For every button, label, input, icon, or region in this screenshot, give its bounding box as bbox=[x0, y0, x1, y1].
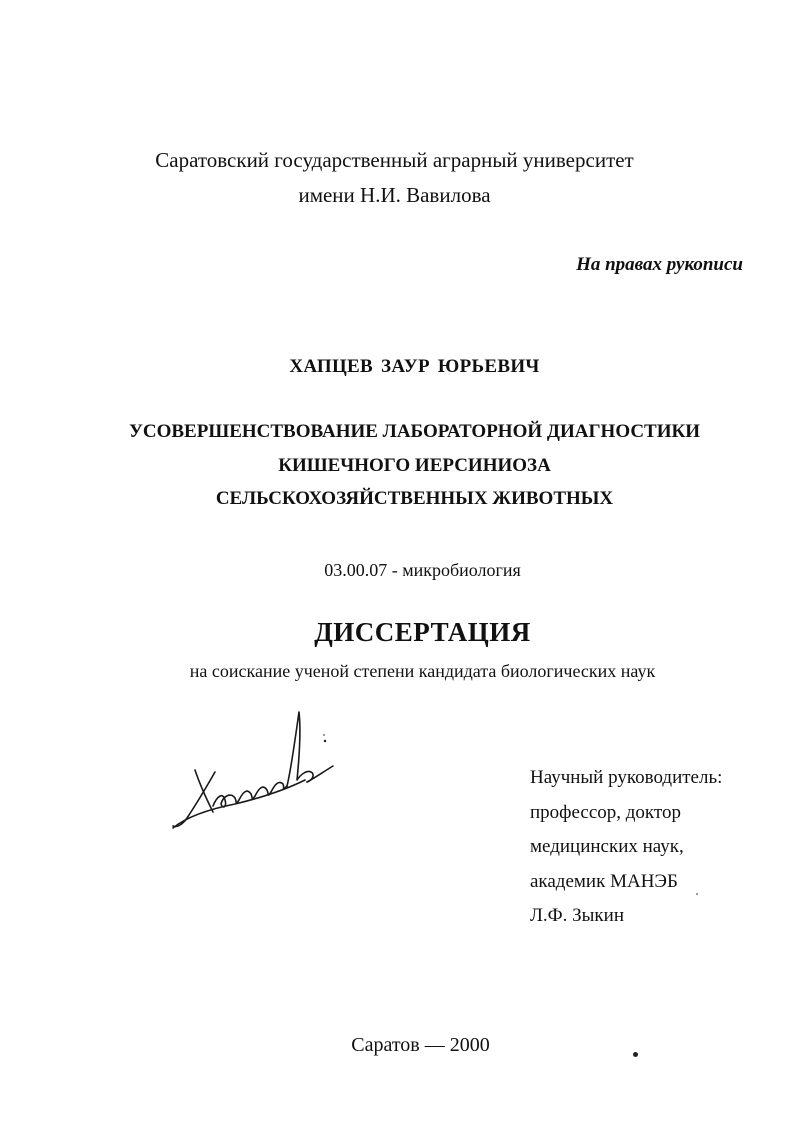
degree-statement: на соискание ученой степени кандидата биологических наук bbox=[189, 661, 656, 681]
dissertation-title-line-3: СЕЛЬСКОХОЗЯЙСТВЕННЫХ ЖИВОТНЫХ bbox=[215, 488, 614, 509]
author-name: ХАПЦЕВ ЗАУР ЮРЬЕВИЧ bbox=[289, 356, 540, 377]
dissertation-title-line-2: КИШЕЧНОГО ИЕРСИНИОЗА bbox=[278, 455, 551, 476]
specialty-code: 03.00.07 - микробиология bbox=[324, 560, 521, 580]
supervisor-degree: медицинских наук, bbox=[530, 836, 684, 857]
document-type-heading: ДИССЕРТАЦИЯ bbox=[314, 617, 531, 647]
supervisor-heading: Научный руководитель: bbox=[530, 767, 723, 788]
supervisor-name: Л.Ф. Зыкин bbox=[530, 905, 624, 926]
city-and-year: Саратов — 2000 bbox=[351, 1034, 490, 1056]
manuscript-rights-note: На правах рукописи bbox=[576, 254, 743, 275]
handwritten-signature bbox=[165, 700, 340, 840]
scientific-supervisor-block bbox=[530, 761, 722, 934]
scan-speck bbox=[323, 734, 325, 736]
university-name-suffix: имени Н.И. Вавилова bbox=[298, 183, 491, 207]
supervisor-title: профессор, доктор bbox=[530, 801, 681, 823]
dissertation-title-line-1: УСОВЕРШЕНСТВОВАНИЕ ЛАБОРАТОРНОЙ ДИАГНОСТИКИ bbox=[128, 421, 701, 442]
supervisor-academy: академик МАНЭБ bbox=[530, 870, 678, 892]
scan-speck bbox=[696, 893, 698, 895]
university-name: Саратовский государственный аграрный университет bbox=[155, 148, 634, 172]
scan-speck bbox=[633, 1052, 638, 1057]
